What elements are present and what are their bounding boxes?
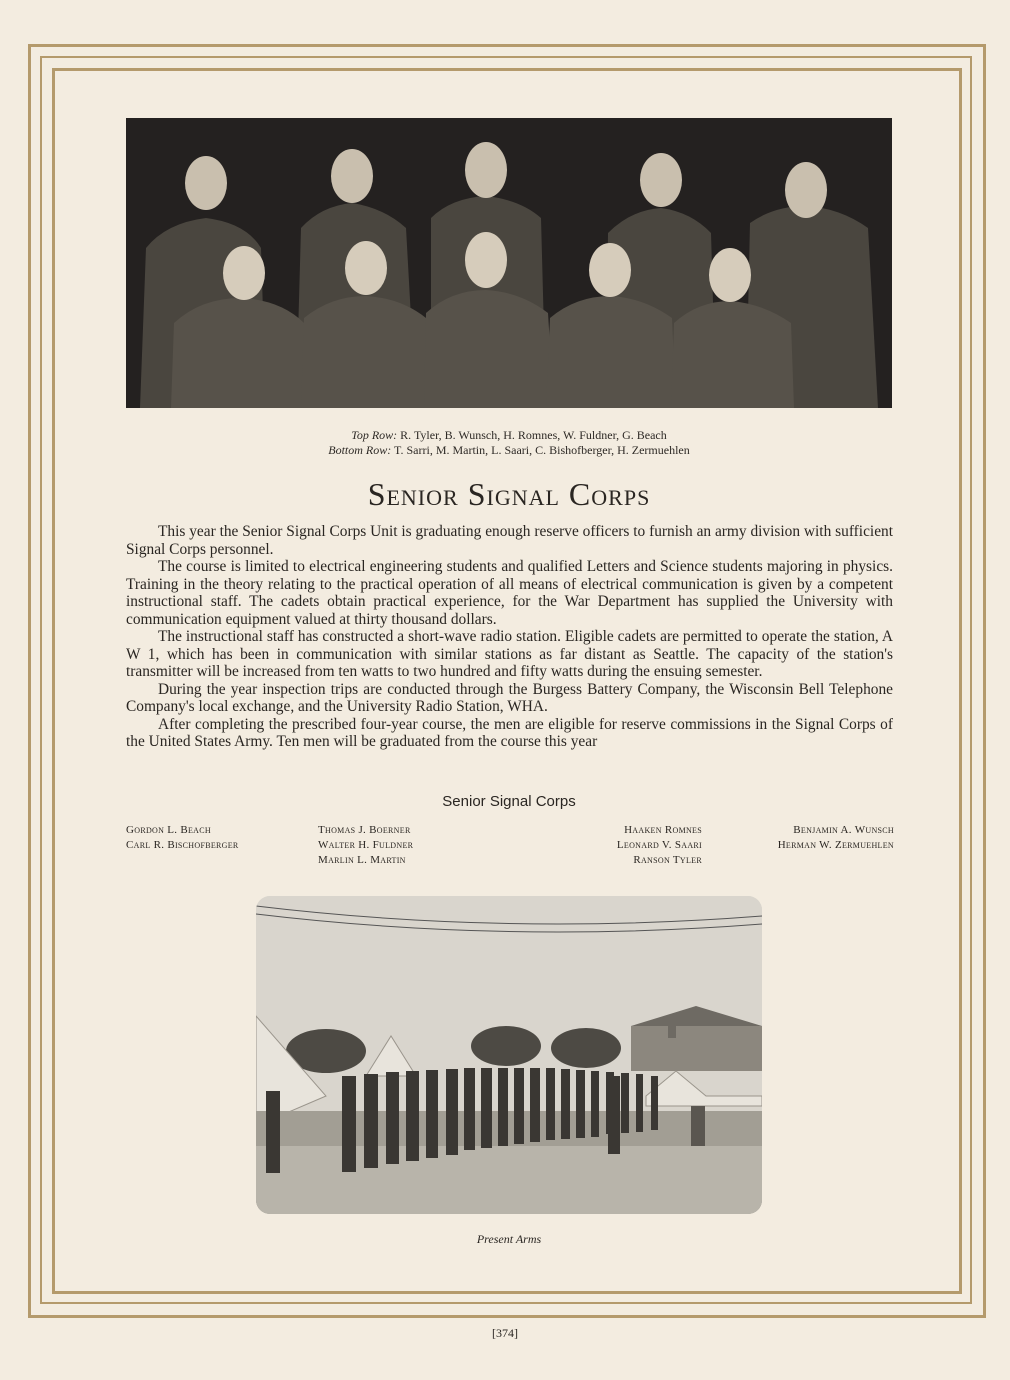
caption-top-row-label: Top Row:: [351, 428, 398, 442]
roster-heading: Senior Signal Corps: [442, 793, 576, 810]
roster-column-1: [126, 823, 239, 853]
article-body: [126, 523, 893, 751]
roster-name: Gordon L. Beach: [126, 824, 211, 836]
group-portrait-photo: [126, 118, 892, 408]
roster-name: Benjamin A. Wunsch: [793, 824, 894, 836]
caption-bottom-row-names: T. Sarri, M. Martin, L. Saari, C. Bishofberger, H. Zermuehlen: [391, 443, 690, 457]
roster-name: Ranson Tyler: [633, 854, 702, 866]
roster-name: Haaken Romnes: [624, 824, 702, 836]
field-drill-photo: [256, 896, 762, 1214]
roster-name: Carl R. Bischofberger: [126, 839, 239, 851]
portrait-caption: [126, 428, 892, 458]
caption-top-row-names: R. Tyler, B. Wunsch, H. Romnes, W. Fuldner, G. Beach: [397, 428, 667, 442]
roster-column-2: [318, 823, 413, 868]
field-photo-caption: Present Arms: [476, 1232, 542, 1246]
page-title: Senior Signal Corps: [367, 476, 651, 512]
roster-name: Walter H. Fuldner: [318, 839, 414, 851]
caption-bottom-row: [126, 443, 892, 458]
field-drill-illustration: [256, 896, 762, 1214]
page-number: [374]: [492, 1326, 518, 1340]
roster-name: Marlin L. Martin: [318, 854, 406, 866]
roster-name: Thomas J. Boerner: [318, 824, 411, 836]
roster-column-4: [734, 823, 894, 853]
caption-top-row: [126, 428, 892, 443]
roster-name: Herman W. Zermuehlen: [777, 839, 894, 851]
paragraph: After completing the prescribed four-year course, the men are eligible for reserve commissions in the Signal Corps of the United States Army. Ten men will be graduated from the course this year: [126, 715, 893, 750]
paragraph: The course is limited to electrical engineering students and qualified Letters and Science students majoring in physics. Training in the theory relating to the practical operation of all means of electrical communication is given by a competent instructional staff. The cadets obtain practical experience, for the War Department has supplied the University with communication equipment valued at thirty thousand dollars.: [126, 558, 893, 628]
caption-bottom-row-label: Bottom Row:: [328, 443, 392, 457]
paragraph: During the year inspection trips are conducted through the Burgess Battery Company, the Wisconsin Bell Telephone Company's local exchange, and the University Radio Station, WHA.: [126, 680, 893, 715]
roster-column-3: [560, 823, 702, 868]
roster-name: Leonard V. Saari: [616, 839, 702, 851]
paragraph: The instructional staff has constructed a short-wave radio station. Eligible cadets are permitted to operate the station, A W 1, which has been in communication with similar stations as far distant as Seattle. The capacity of the station's transmitter will be increased from ten watts to two hundred and fifty watts during the ensuing semester.: [126, 628, 893, 680]
group-portrait-illustration: [126, 118, 892, 408]
paragraph: This year the Senior Signal Corps Unit is graduating enough reserve officers to furnish an army division with sufficient Signal Corps personnel.: [126, 523, 893, 558]
